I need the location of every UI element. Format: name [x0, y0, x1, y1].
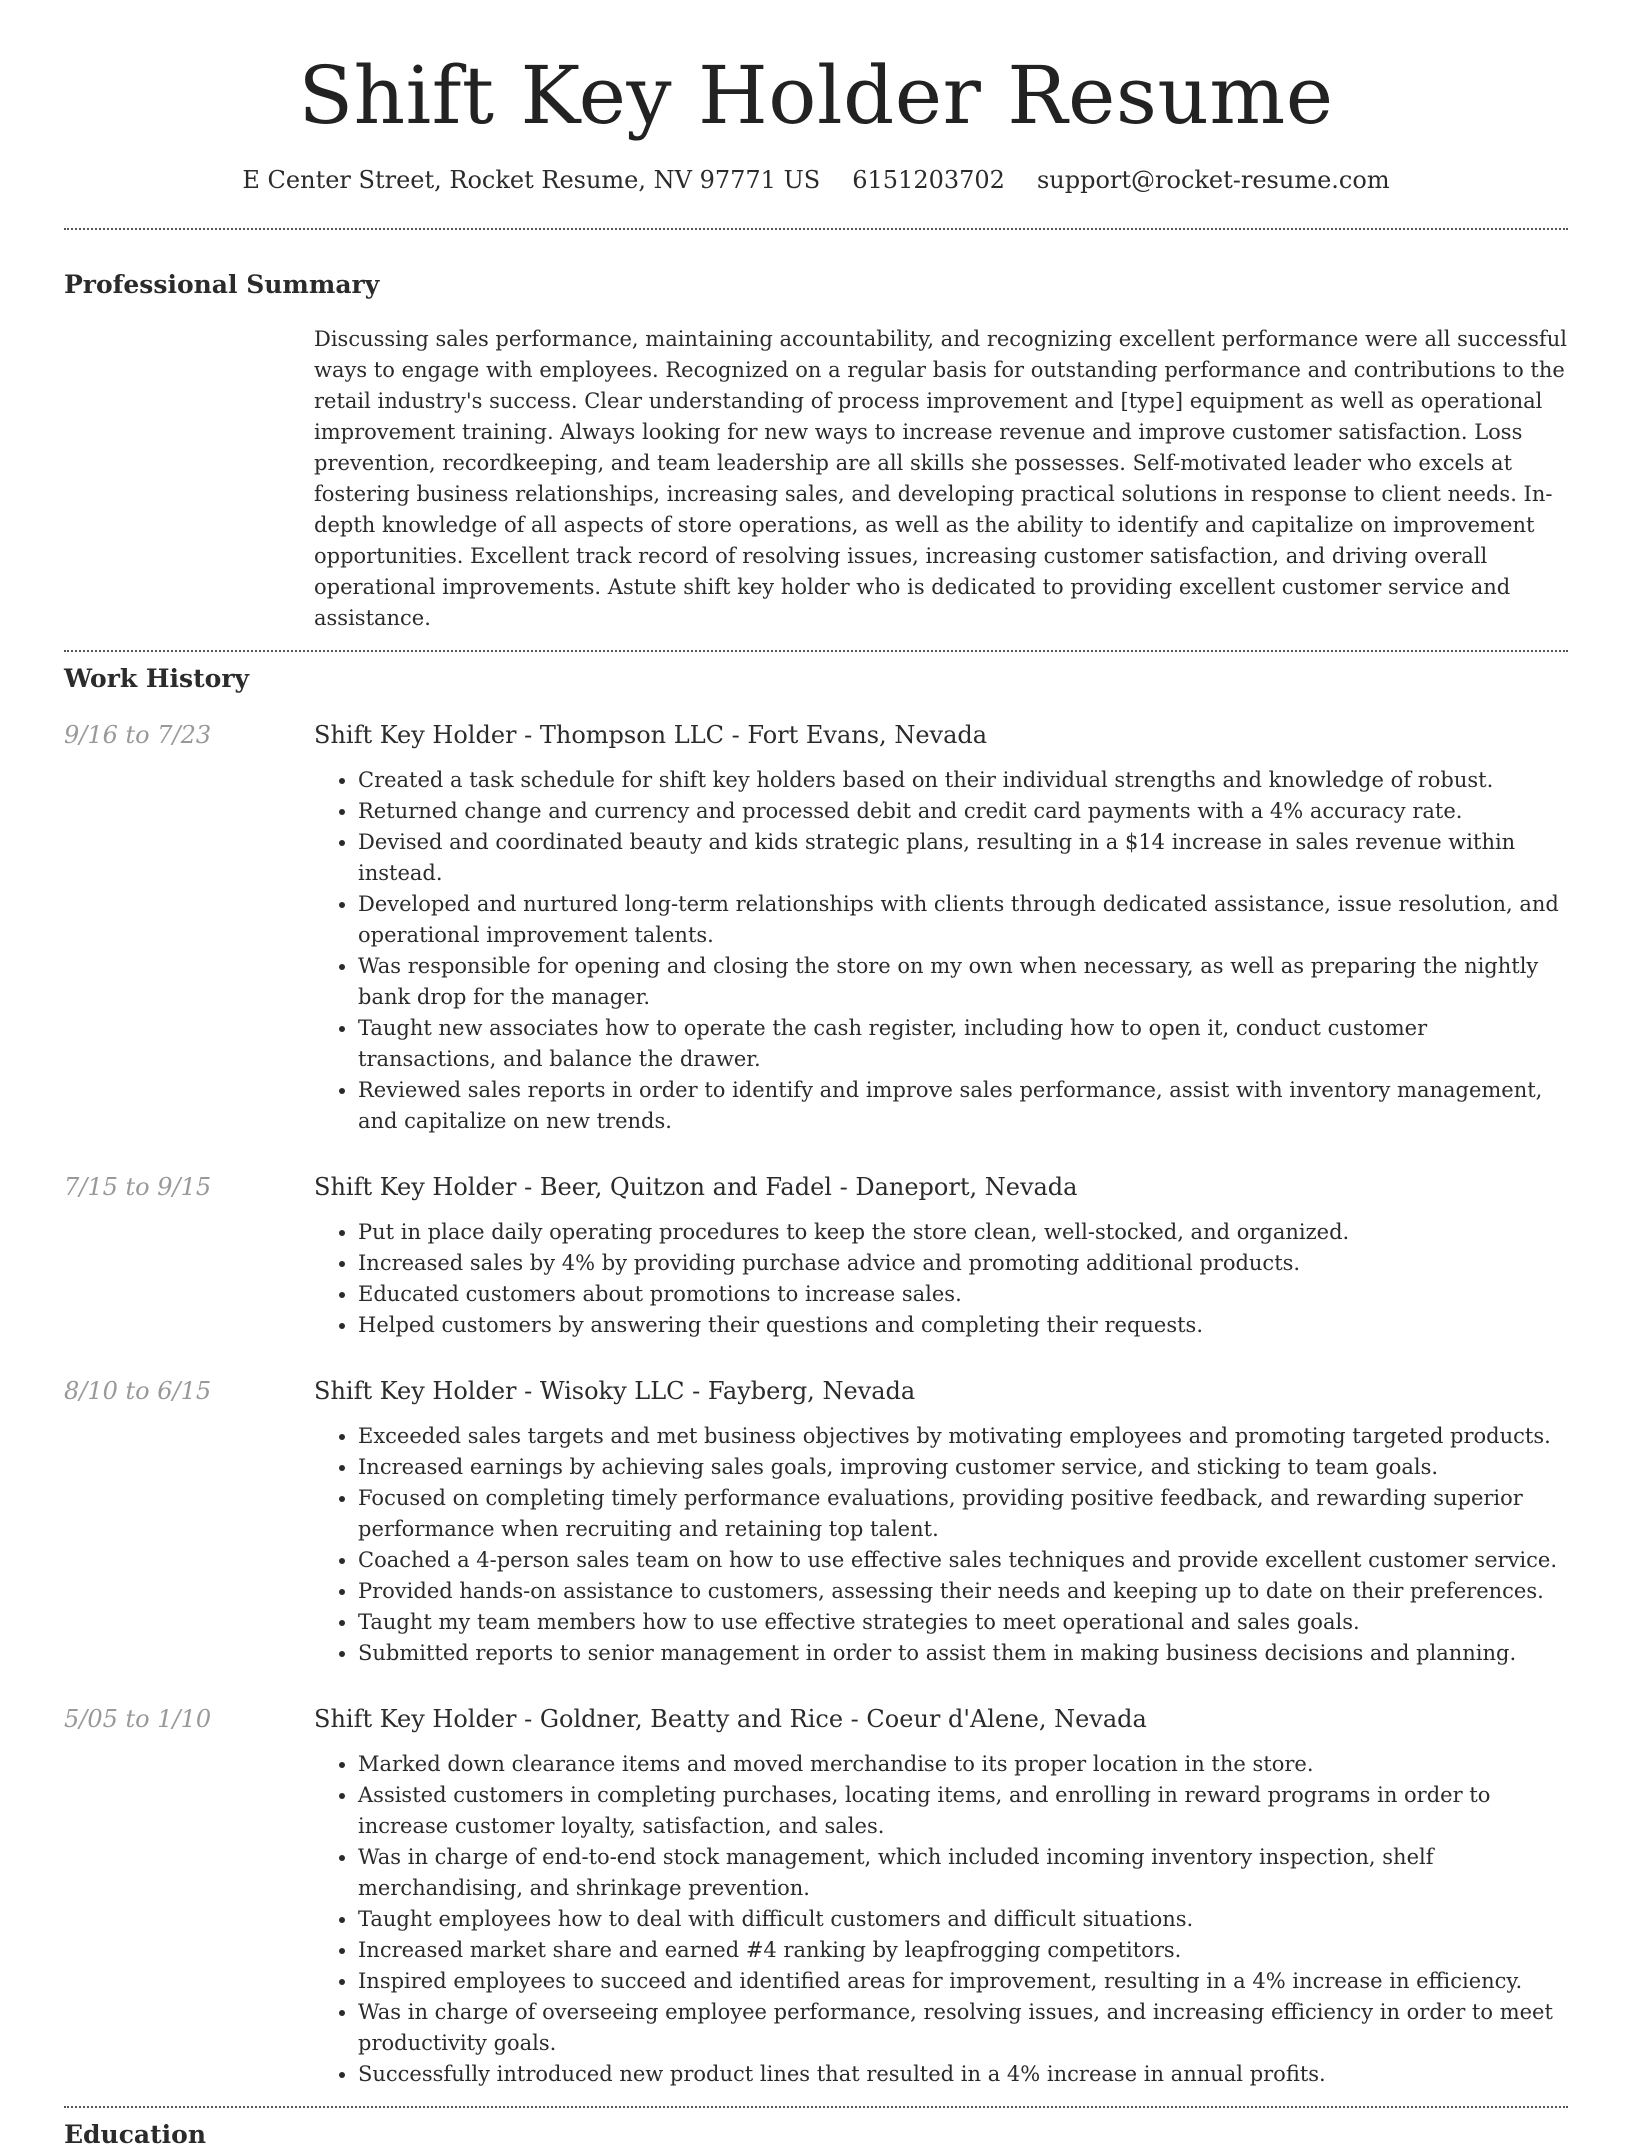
list-item: • Inspired employees to succeed and identified areas for improvement, resulting in a 4% increase in efficiency. — [358, 1966, 1568, 1997]
professional-summary-section — [64, 270, 1568, 634]
list-item: • Put in place daily operating procedures to keep the store clean, well-stocked, and organized. — [358, 1217, 1568, 1248]
job-bullets — [314, 765, 1568, 1137]
list-item: • Was in charge of overseeing employee performance, resolving issues, and increasing efficiency in order to meet productivity goals. — [358, 1997, 1568, 2059]
resume-page — [64, 0, 1568, 2149]
job-dates: 9/16 to 7/23 — [64, 721, 212, 749]
list-item: • Taught new associates how to operate the cash register, including how to open it, conduct customer transactions, and balance the drawer. — [358, 1013, 1568, 1075]
education-section — [64, 2120, 1568, 2149]
list-item: • Taught employees how to deal with difficult customers and difficult situations. — [358, 1904, 1568, 1935]
job-body — [314, 1171, 1568, 1341]
job-title: Shift Key Holder - Goldner, Beatty and Rice - Coeur d'Alene, Nevada — [314, 1705, 1147, 1733]
list-item: • Submitted reports to senior management in order to assist them in making business decisions and planning. — [358, 1638, 1568, 1669]
job-dates: 7/15 to 9/15 — [64, 1173, 212, 1201]
section-heading-summary: Professional Summary — [64, 270, 380, 299]
list-item: • Exceeded sales targets and met business objectives by motivating employees and promoting targeted products. — [358, 1421, 1568, 1452]
section-heading-education: Education — [64, 2120, 207, 2149]
job-entry — [64, 1703, 1568, 2090]
list-item: • Devised and coordinated beauty and kids strategic plans, resulting in a $14 increase in sales revenue within instead. — [358, 827, 1568, 889]
list-item: • Returned change and currency and processed debit and credit card payments with a 4% accuracy rate. — [358, 796, 1568, 827]
contact-line — [64, 166, 1568, 194]
job-dates: 5/05 to 1/10 — [64, 1705, 212, 1733]
header-divider — [64, 228, 1568, 230]
work-history-section — [64, 664, 1568, 2090]
resume-title: Shift Key Holder Resume — [298, 49, 1334, 142]
list-item: • Was responsible for opening and closing the store on my own when necessary, as well as preparing the nightly bank drop for the manager. — [358, 951, 1568, 1013]
job-body — [314, 1375, 1568, 1669]
job-entry — [64, 1375, 1568, 1669]
job-dates: 8/10 to 6/15 — [64, 1377, 212, 1405]
job-bullets — [314, 1217, 1568, 1341]
list-item: • Provided hands-on assistance to customers, assessing their needs and keeping up to date on their preferences. — [358, 1576, 1568, 1607]
list-item: • Increased sales by 4% by providing purchase advice and promoting additional products. — [358, 1248, 1568, 1279]
contact-email: support@rocket-resume.com — [1036, 166, 1390, 194]
job-title: Shift Key Holder - Wisoky LLC - Fayberg, Nevada — [314, 1377, 916, 1405]
list-item: • Reviewed sales reports in order to identify and improve sales performance, assist with inventory management, and capitalize on new trends. — [358, 1075, 1568, 1137]
list-item: • Successfully introduced new product lines that resulted in a 4% increase in annual profits. — [358, 2059, 1568, 2090]
list-item: • Educated customers about promotions to increase sales. — [358, 1279, 1568, 1310]
list-item: • Assisted customers in completing purchases, locating items, and enrolling in reward programs in order to increase customer loyalty, satisfaction, and sales. — [358, 1780, 1568, 1842]
job-title: Shift Key Holder - Beer, Quitzon and Fadel - Daneport, Nevada — [314, 1173, 1078, 1201]
contact-address: E Center Street, Rocket Resume, NV 97771 US — [242, 166, 821, 194]
summary-text: Discussing sales performance, maintaining accountability, and recognizing excellent performance were all successful ways to engage with employees. Recognized on a regular basis for outstanding performance and contributions to the retail industry's success. Clear understanding of process improvement and [type] equipment as well as operational improvement training. Always looking for new ways to increase revenue and improve customer satisfaction. Loss prevention, recordkeeping, and team leadership are all skills she possesses. Self-motivated leader who excels at fostering business relationships, increasing sales, and developing practical solutions in response to client needs. In-depth knowledge of all aspects of store operations, as well as the ability to identify and capitalize on improvement opportunities. Excellent track record of resolving issues, increasing customer satisfaction, and driving overall operational improvements. Astute shift key holder who is dedicated to providing excellent customer service and assistance. — [314, 327, 1567, 630]
job-bullets — [314, 1749, 1568, 2090]
section-divider — [64, 650, 1568, 652]
list-item: • Increased market share and earned #4 ranking by leapfrogging competitors. — [358, 1935, 1568, 1966]
list-item: • Taught my team members how to use effective strategies to meet operational and sales goals. — [358, 1607, 1568, 1638]
job-body — [314, 719, 1568, 1137]
list-item: • Helped customers by answering their questions and completing their requests. — [358, 1310, 1568, 1341]
section-heading-work: Work History — [64, 664, 250, 693]
job-body — [314, 1703, 1568, 2090]
job-bullets — [314, 1421, 1568, 1669]
list-item: • Marked down clearance items and moved merchandise to its proper location in the store. — [358, 1749, 1568, 1780]
section-divider — [64, 2106, 1568, 2108]
list-item: • Was in charge of end-to-end stock management, which included incoming inventory inspection, shelf merchandising, and shrinkage prevention. — [358, 1842, 1568, 1904]
list-item: • Coached a 4-person sales team on how to use effective sales techniques and provide excellent customer service. — [358, 1545, 1568, 1576]
list-item: • Increased earnings by achieving sales goals, improving customer service, and sticking to team goals. — [358, 1452, 1568, 1483]
contact-phone: 6151203702 — [852, 166, 1005, 194]
list-item: • Created a task schedule for shift key holders based on their individual strengths and knowledge of robust. — [358, 765, 1568, 796]
list-item: • Focused on completing timely performance evaluations, providing positive feedback, and rewarding superior performance when recruiting and retaining top talent. — [358, 1483, 1568, 1545]
job-title: Shift Key Holder - Thompson LLC - Fort Evans, Nevada — [314, 721, 988, 749]
list-item: • Developed and nurtured long-term relationships with clients through dedicated assistance, issue resolution, and operational improvement talents. — [358, 889, 1568, 951]
job-entry — [64, 719, 1568, 1137]
job-entry — [64, 1171, 1568, 1341]
